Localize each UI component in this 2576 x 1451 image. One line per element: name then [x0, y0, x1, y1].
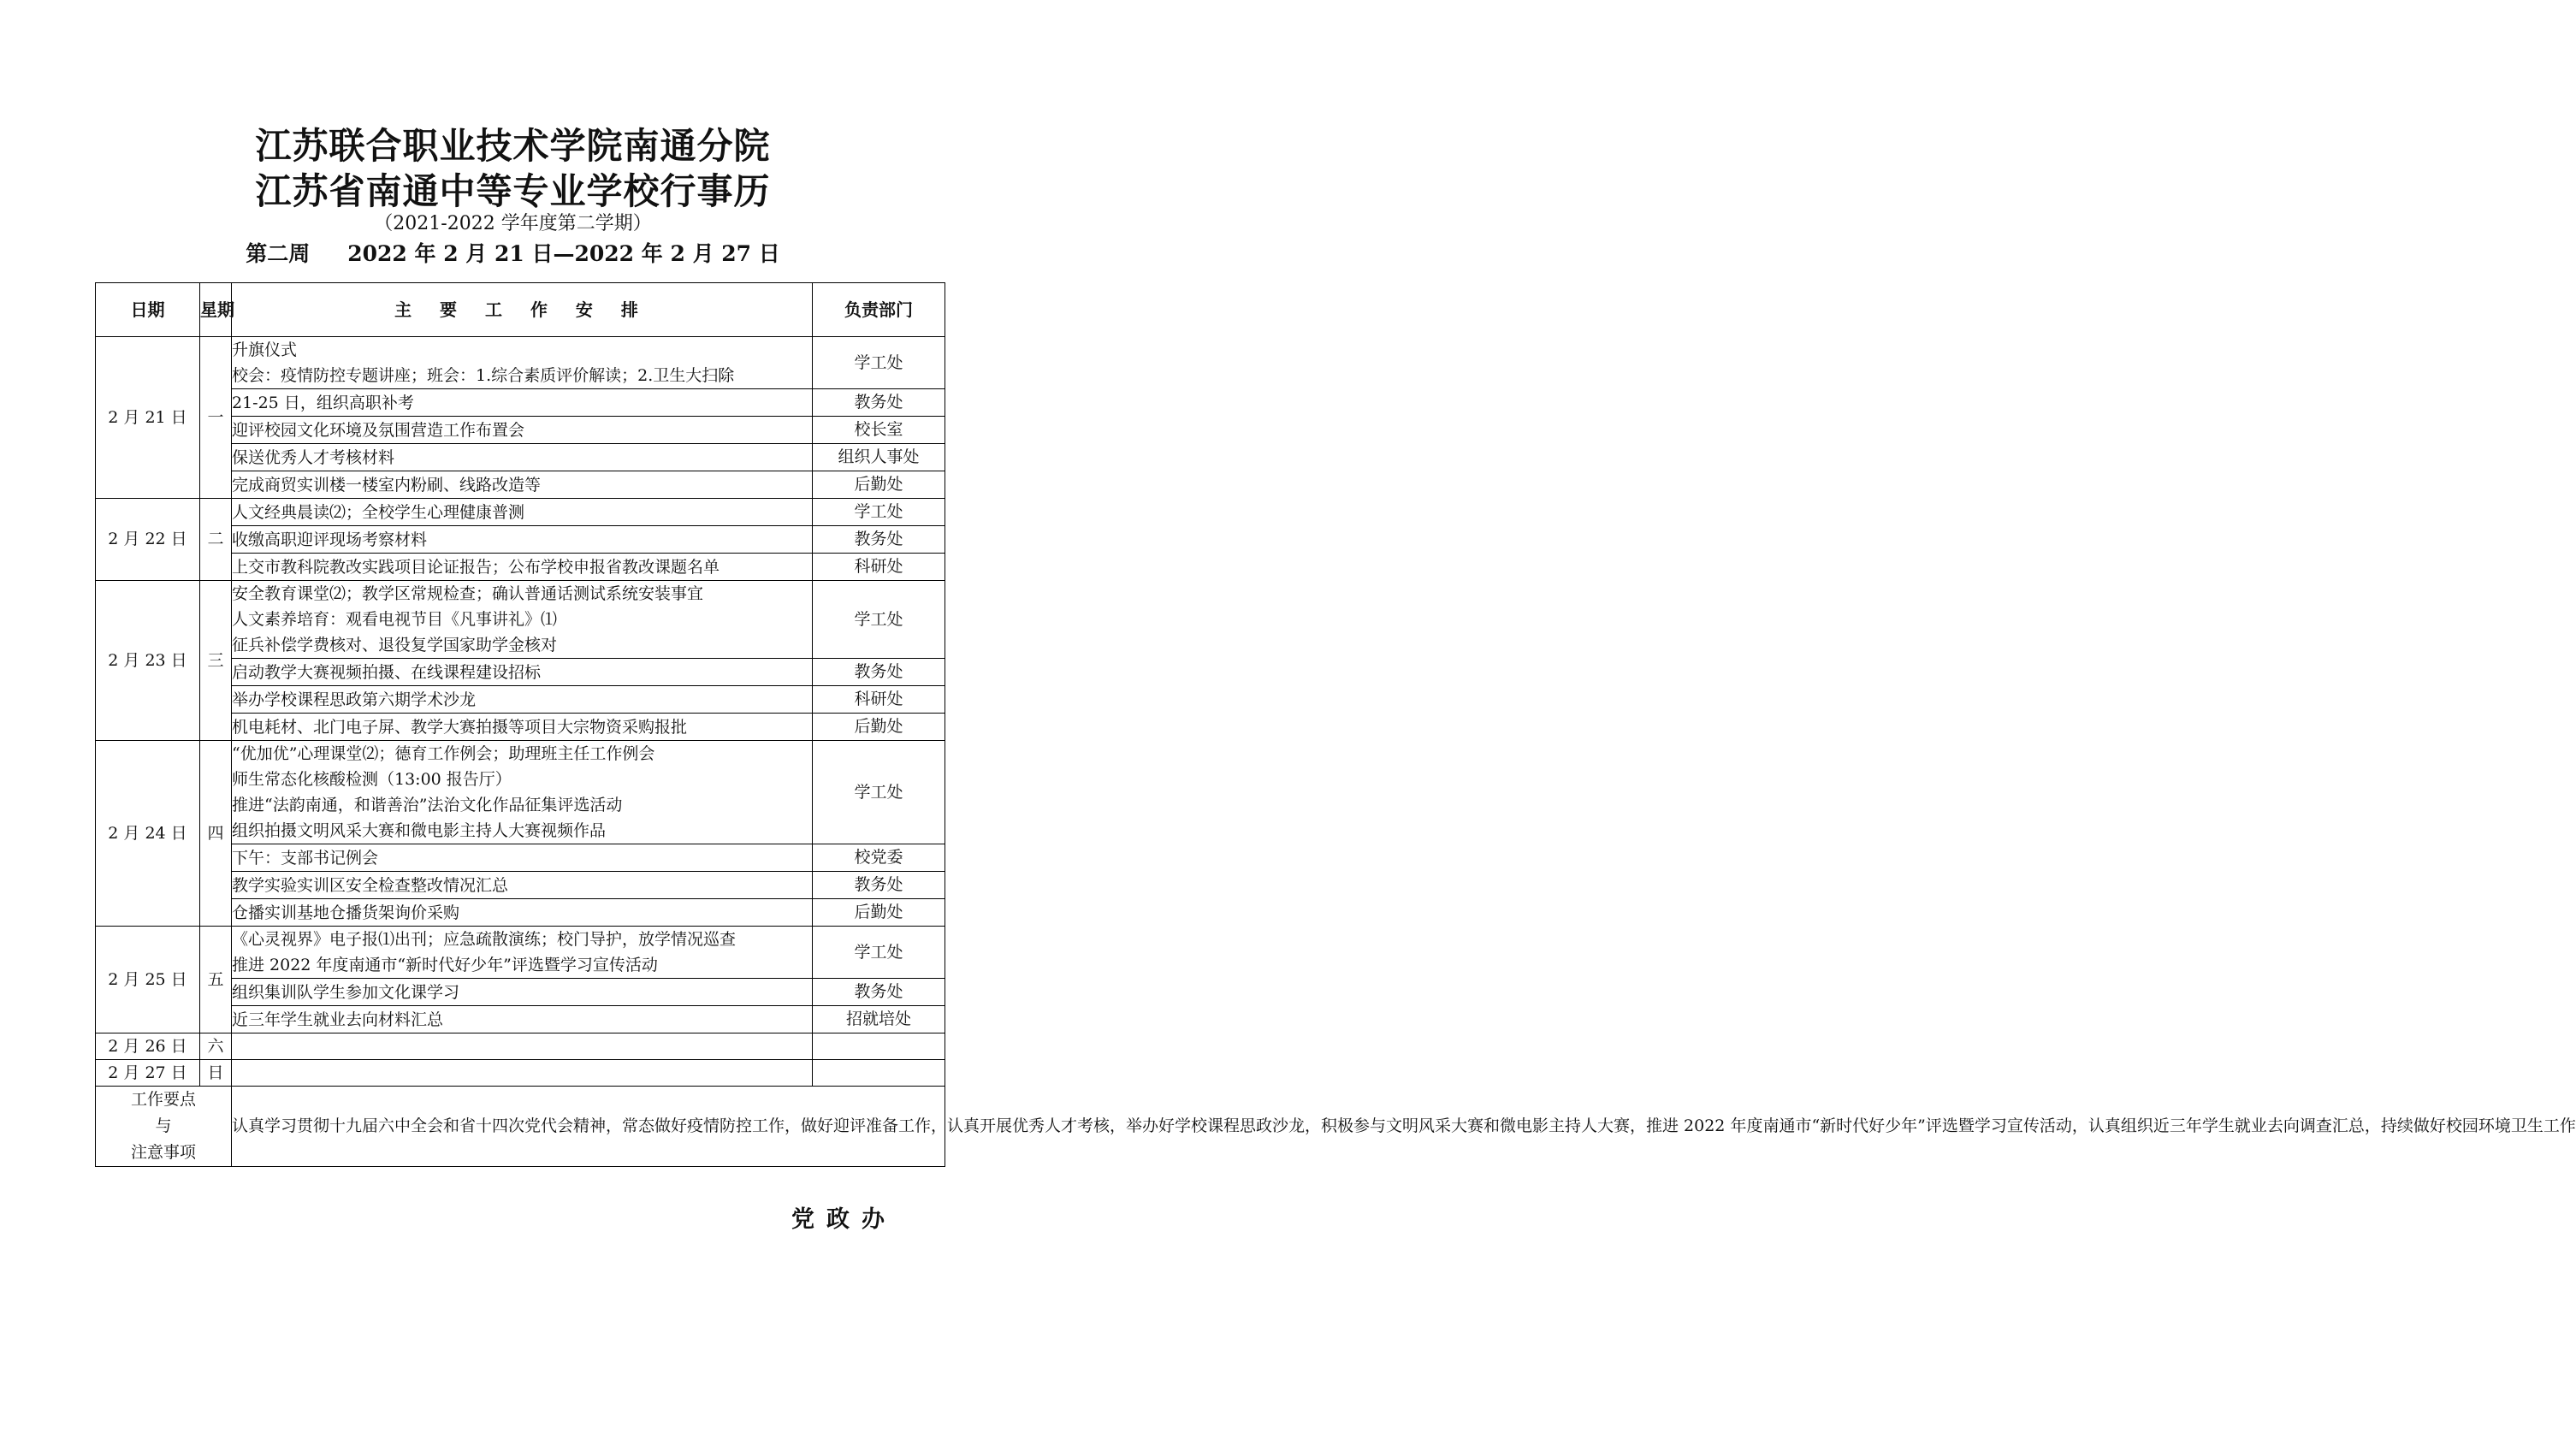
task-line: “优加优”心理课堂⑵；德育工作例会；助理班主任工作例会	[232, 744, 655, 763]
notes-label-line: 与	[155, 1116, 172, 1135]
task-cell	[232, 526, 813, 554]
table-row	[96, 1060, 945, 1087]
task-cell	[232, 471, 813, 499]
department-cell: 学工处	[813, 581, 945, 659]
department-cell: 学工处	[813, 337, 945, 389]
task-line: 机电耗材、北门电子屏、教学大赛拍摄等项目大宗物资采购报批	[232, 717, 688, 737]
task-cell	[232, 899, 813, 927]
task-line: 下午：支部书记例会	[232, 848, 379, 868]
task-cell-empty	[232, 1033, 813, 1060]
department-cell: 教务处	[813, 389, 945, 417]
header-date: 日期	[96, 283, 200, 337]
department-cell: 教务处	[813, 979, 945, 1006]
department-cell: 后勤处	[813, 899, 945, 927]
task-line: 迎评校园文化环境及氛围营造工作布置会	[232, 420, 525, 440]
header-weekday: 星期	[200, 283, 232, 337]
department-cell: 教务处	[813, 659, 945, 686]
day-date: 2 月 25 日	[96, 927, 200, 1033]
department-cell: 教务处	[813, 526, 945, 554]
table-row	[96, 337, 945, 389]
table-header-row	[96, 283, 945, 337]
table-row	[96, 927, 945, 979]
task-line: 组织集训队学生参加文化课学习	[232, 982, 460, 1002]
department-cell: 学工处	[813, 741, 945, 844]
day-weekday: 四	[200, 741, 232, 927]
task-line: 推进 2022 年度南通市“新时代好少年”评选暨学习宣传活动	[232, 956, 658, 974]
department-cell: 组织人事处	[813, 444, 945, 471]
task-cell	[232, 927, 813, 979]
task-cell	[232, 741, 813, 844]
notes-row	[96, 1087, 945, 1167]
schedule-body	[96, 337, 2576, 1167]
day-weekday: 五	[200, 927, 232, 1033]
day-weekday: 一	[200, 337, 232, 499]
notes-label	[96, 1087, 232, 1167]
task-cell	[232, 417, 813, 444]
table-row	[96, 581, 945, 659]
day-weekday: 日	[200, 1060, 232, 1087]
task-cell	[232, 554, 813, 581]
issuing-office: 党政办	[791, 1206, 897, 1233]
task-cell	[232, 337, 813, 389]
department-cell: 校党委	[813, 844, 945, 872]
week-heading	[0, 243, 1026, 264]
task-cell-empty	[232, 1060, 813, 1087]
task-line: 推进“法韵南通，和谐善治”法治文化作品征集评选活动	[232, 796, 623, 814]
department-cell: 科研处	[813, 554, 945, 581]
task-line: 举办学校课程思政第六期学术沙龙	[232, 690, 477, 709]
task-cell	[232, 872, 813, 899]
header-tasks: 主 要 工 作 安 排	[232, 283, 813, 337]
task-cell	[232, 1006, 813, 1033]
department-cell: 教务处	[813, 872, 945, 899]
notes-label-line: 工作要点	[130, 1090, 196, 1109]
department-cell: 招就培处	[813, 1006, 945, 1033]
semester-subtitle: （2021-2022 学年度第二学期）	[374, 213, 652, 234]
day-date: 2 月 21 日	[96, 337, 200, 499]
task-line: 升旗仪式	[232, 341, 298, 359]
notes-text: 认真学习贯彻十九届六中全会和省十四次党代会精神，常态做好疫情防控工作，做好迎评准备工作，认真开展优秀人才考核，举办好学校课程思政沙龙，积极参与文明风采大赛和微电影主持人大赛，推进 2022 年度南通市“新时代好少年”评选暨学习宣传活动，认真组织近三年学生就业去向调查汇总，持续做好校园环境卫生工作	[232, 1087, 945, 1167]
header-department: 负责部门	[813, 283, 945, 337]
table-row	[96, 1033, 945, 1060]
department-cell: 后勤处	[813, 471, 945, 499]
task-cell	[232, 844, 813, 872]
day-weekday: 六	[200, 1033, 232, 1060]
notes-label-line: 注意事项	[130, 1143, 196, 1162]
day-weekday: 三	[200, 581, 232, 741]
schedule-table	[95, 282, 2576, 1167]
task-line: 教学实验实训区安全检查整改情况汇总	[232, 875, 509, 895]
department-cell: 科研处	[813, 686, 945, 714]
task-cell	[232, 659, 813, 686]
department-cell: 后勤处	[813, 714, 945, 741]
task-line: 人文素养培育：观看电视节目《凡事讲礼》⑴	[232, 610, 558, 629]
task-cell	[232, 499, 813, 526]
department-cell: 学工处	[813, 927, 945, 979]
dept-cell-empty	[813, 1033, 945, 1060]
title-line-2: 江苏省南通中等专业学校行事历	[255, 170, 771, 212]
day-date: 2 月 23 日	[96, 581, 200, 741]
day-date: 2 月 27 日	[96, 1060, 200, 1087]
task-cell	[232, 581, 813, 659]
task-line: 保送优秀人才考核材料	[232, 447, 395, 467]
task-cell	[232, 979, 813, 1006]
task-line: 上交市教科院教改实践项目论证报告；公布学校申报省教改课题名单	[232, 557, 720, 577]
department-cell: 校长室	[813, 417, 945, 444]
task-line: 征兵补偿学费核对、退役复学国家助学金核对	[232, 636, 558, 654]
task-line: 校会：疫情防控专题讲座；班会：1.综合素质评价解读；2.卫生大扫除	[232, 366, 735, 385]
task-line: 安全教育课堂⑵；教学区常规检查；确认普通话测试系统安装事宜	[232, 584, 704, 603]
task-cell	[232, 389, 813, 417]
week-label: 第二周	[246, 241, 311, 266]
task-line: 启动教学大赛视频拍摄、在线课程建设招标	[232, 662, 542, 682]
department-cell: 学工处	[813, 499, 945, 526]
task-cell	[232, 444, 813, 471]
day-date: 2 月 26 日	[96, 1033, 200, 1060]
task-line: 师生常态化核酸检测（13:00 报告厅）	[232, 770, 512, 789]
task-line: 收缴高职迎评现场考察材料	[232, 530, 428, 549]
table-row	[96, 499, 945, 526]
task-line: 仓播实训基地仓播货架询价采购	[232, 903, 460, 922]
task-line: 近三年学生就业去向材料汇总	[232, 1010, 444, 1029]
task-cell	[232, 686, 813, 714]
day-weekday: 二	[200, 499, 232, 581]
task-line: 《心灵视界》电子报⑴出刊；应急疏散演练；校门导护，放学情况巡查	[232, 930, 737, 949]
week-date-range: 2022 年 2 月 21 日—2022 年 2 月 27 日	[347, 241, 780, 266]
table-row	[96, 741, 945, 844]
task-line: 组织拍摄文明风采大赛和微电影主持人大赛视频作品	[232, 821, 607, 840]
day-date: 2 月 22 日	[96, 499, 200, 581]
task-cell	[232, 714, 813, 741]
dept-cell-empty	[813, 1060, 945, 1087]
day-date: 2 月 24 日	[96, 741, 200, 927]
task-line: 21-25 日，组织高职补考	[232, 393, 414, 412]
task-line: 人文经典晨读⑵；全校学生心理健康普测	[232, 502, 525, 522]
title-line-1: 江苏联合职业技术学院南通分院	[255, 125, 771, 167]
task-line: 完成商贸实训楼一楼室内粉刷、线路改造等	[232, 475, 542, 495]
